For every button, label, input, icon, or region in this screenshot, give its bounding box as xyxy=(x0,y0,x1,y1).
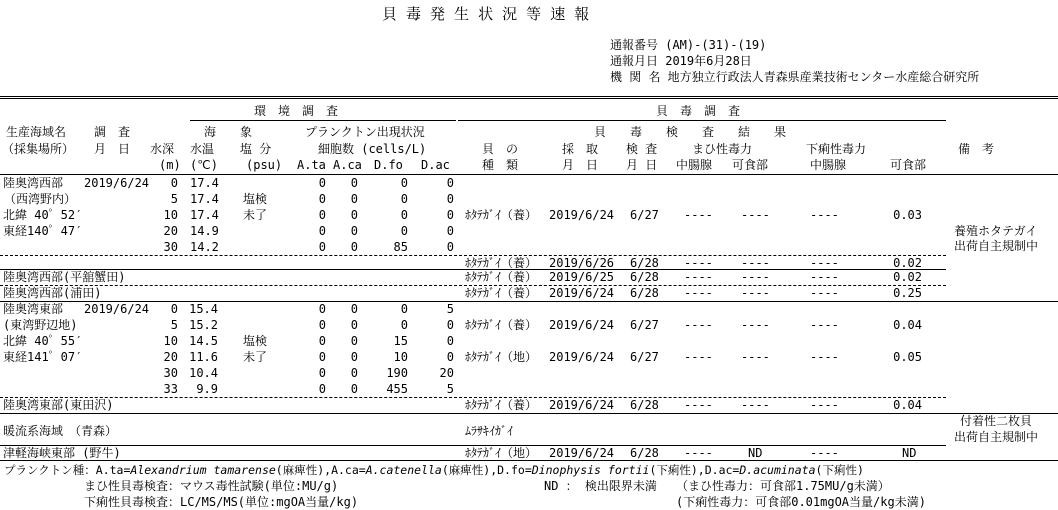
salinity-header: 塩 分 xyxy=(240,142,272,156)
dfo-cell: 455 xyxy=(386,382,408,396)
check-date: 6/27 xyxy=(630,208,659,222)
psp-mid: ---- xyxy=(684,318,713,332)
psp-edible: ---- xyxy=(741,270,770,284)
rule xyxy=(0,98,1058,99)
area-name: 陸奥湾東部 xyxy=(3,302,64,316)
dfo-cell: 10 xyxy=(393,350,408,364)
psp-edible: ND xyxy=(748,446,763,460)
dsp-edible: ND xyxy=(902,446,917,460)
toxin-header: 貝 毒 調 査 xyxy=(656,104,741,118)
area-sub: (東湾野辺地) xyxy=(3,318,78,332)
sample-date: 2019/6/24 xyxy=(549,208,615,222)
salinity-unit: (psu) xyxy=(246,158,283,172)
sample-date: 2019/6/24 xyxy=(549,446,615,460)
shell-type: ﾎﾀﾃｶﾞｲ（地） xyxy=(465,446,538,460)
aca-cell: 0 xyxy=(350,192,358,206)
psp-edible-header: 可食部 xyxy=(732,158,769,172)
dsp-mid: ---- xyxy=(810,398,839,412)
aca-cell: 0 xyxy=(350,318,358,332)
sample-date: 2019/6/24 xyxy=(549,286,615,300)
env-header: 環 境 調 査 xyxy=(254,104,339,118)
check-date: 6/28 xyxy=(630,398,659,412)
plankton-legend: プランクトン種：A.ta=Alexandrium tamarense(麻痺性),A.ca=A.catenella(麻痺性),D.fo=Dinophysis fortii(下痢性),D.ac=D.acuminata(下痢性) xyxy=(4,463,864,477)
check-date: 6/28 xyxy=(630,256,659,270)
temp-cell: 17.4 xyxy=(190,176,219,190)
temp-cell: 9.9 xyxy=(196,382,218,396)
temp-cell: 11.6 xyxy=(189,350,218,364)
sample-date-sub-header: 月 日 xyxy=(562,158,599,172)
psp-mid: ---- xyxy=(684,398,713,412)
ata-cell: 0 xyxy=(318,318,326,332)
dfo-cell: 0 xyxy=(400,224,408,238)
dac-cell: 0 xyxy=(446,192,454,206)
dac-cell: 5 xyxy=(446,382,454,396)
depth-cell: 0 xyxy=(170,176,178,190)
area-name: 暖流系海域 （青森） xyxy=(3,424,118,438)
longitude: 東経140゜47′ xyxy=(3,224,83,238)
sample-date-header: 採 取 xyxy=(562,142,599,156)
temp-cell: 17.4 xyxy=(190,208,219,222)
area-name: 陸奥湾西部(浦田) xyxy=(3,286,102,300)
shell-type: ﾎﾀﾃｶﾞｲ（養） xyxy=(465,256,538,270)
area-name: 津軽海峡東部 (野牛) xyxy=(3,446,121,460)
depth-unit: (m) xyxy=(159,158,181,172)
dfo-cell: 190 xyxy=(386,366,408,380)
dfo-cell: 0 xyxy=(400,318,408,332)
shell-type: ﾎﾀﾃｶﾞｲ（地） xyxy=(465,350,538,364)
shell-header: 貝 の xyxy=(482,142,519,156)
sample-date: 2019/6/24 xyxy=(549,398,615,412)
dsp-test-note: 下痢性貝毒検査：LC/MS/MS(単位:mgOA当量/kg) xyxy=(84,495,359,509)
area-header: 生産海域名 xyxy=(6,125,67,139)
dfo-cell: 0 xyxy=(400,192,408,206)
sample-date: 2019/6/24 xyxy=(549,350,615,364)
ata-cell: 0 xyxy=(318,240,326,254)
dsp-mid: ---- xyxy=(810,208,839,222)
dsp-edible: 0.02 xyxy=(893,256,922,270)
shell-type: ﾑﾗｻｷｲｶﾞｲ xyxy=(465,424,514,438)
salinity-note: 未了 xyxy=(243,350,268,364)
dfo-cell: 0 xyxy=(400,208,408,222)
dac-cell: 5 xyxy=(446,302,454,316)
dsp-mid: ---- xyxy=(810,256,839,270)
agency: 機 関 名 地方独立行政法人青森県産業技術センター水産総合研究所 xyxy=(610,70,980,84)
psp-mid: ---- xyxy=(684,208,713,222)
aca-cell: 0 xyxy=(350,350,358,364)
notes-header: 備 考 xyxy=(958,142,995,156)
aca-cell: 0 xyxy=(350,382,358,396)
dsp-edible-header: 可食部 xyxy=(890,158,927,172)
aca-header: A.ca xyxy=(333,158,362,172)
psp-mid: ---- xyxy=(684,350,713,364)
dsp-edible: 0.05 xyxy=(893,350,922,364)
dsp-mid-header: 中腸腺 xyxy=(810,158,847,172)
check-date: 6/28 xyxy=(630,286,659,300)
temp-cell: 14.9 xyxy=(190,224,219,238)
dsp-mid: ---- xyxy=(810,350,839,364)
psp-test-note: まひ性貝毒検査：マウス毒性試験(単位:MU/g) xyxy=(84,479,339,493)
shell-type: ﾎﾀﾃｶﾞｲ（養） xyxy=(465,270,538,284)
psp-mid: ---- xyxy=(684,446,713,460)
temp-cell: 14.2 xyxy=(190,240,219,254)
depth-header: 水深 xyxy=(150,142,175,156)
dac-header: D.ac xyxy=(421,158,450,172)
depth-cell: 20 xyxy=(163,224,178,238)
note: 出荷自主規制中 xyxy=(954,430,1039,444)
survey-date: 2019/6/24 xyxy=(84,302,150,316)
psp-mid: ---- xyxy=(684,256,713,270)
depth-cell: 10 xyxy=(163,334,178,348)
dac-cell: 20 xyxy=(439,366,454,380)
psp-mid: ---- xyxy=(684,286,713,300)
shell-type: ﾎﾀﾃｶﾞｲ（養） xyxy=(465,208,538,222)
dsp-mid: ---- xyxy=(810,446,839,460)
temp-cell: 15.4 xyxy=(189,302,218,316)
salinity-note: 塩検 xyxy=(243,192,268,206)
dsp-edible: 0.25 xyxy=(893,286,922,300)
result-header: 貝 毒 検 査 結 果 xyxy=(594,125,787,139)
temp-cell: 10.4 xyxy=(189,366,218,380)
salinity-note: 塩検 xyxy=(243,334,268,348)
shell-type: ﾎﾀﾃｶﾞｲ（養） xyxy=(465,318,538,332)
dac-cell: 0 xyxy=(446,334,454,348)
dsp-mid: ---- xyxy=(810,318,839,332)
ata-cell: 0 xyxy=(318,224,326,238)
psp-mid-header: 中腸腺 xyxy=(676,158,713,172)
aca-cell: 0 xyxy=(350,208,358,222)
psp-edible: ---- xyxy=(741,256,770,270)
note: 出荷自主規制中 xyxy=(954,239,1039,253)
ata-cell: 0 xyxy=(318,192,326,206)
cells-header: 細胞数 (cells/L) xyxy=(318,142,427,156)
page-title: 貝 毒 発 生 状 況 等 速 報 xyxy=(382,5,590,23)
dfo-cell: 15 xyxy=(393,334,408,348)
rule xyxy=(0,174,1058,175)
dfo-header: D.fo xyxy=(374,158,403,172)
ata-header: A.ta xyxy=(297,158,326,172)
dfo-cell: 0 xyxy=(400,176,408,190)
depth-cell: 33 xyxy=(163,382,178,396)
dsp-edible: 0.04 xyxy=(893,318,922,332)
aca-cell: 0 xyxy=(350,334,358,348)
sample-date: 2019/6/25 xyxy=(549,270,615,284)
ata-cell: 0 xyxy=(318,334,326,348)
latitude: 北緯 40゜52′ xyxy=(3,208,83,222)
dsp-edible: 0.03 xyxy=(893,208,922,222)
salinity-note: 未了 xyxy=(243,208,268,222)
temp-unit: (℃) xyxy=(190,158,218,172)
dsp-edible: 0.04 xyxy=(893,398,922,412)
dac-cell: 0 xyxy=(446,350,454,364)
aca-cell: 0 xyxy=(350,240,358,254)
dac-cell: 0 xyxy=(446,176,454,190)
note: 養殖ホタテガイ xyxy=(954,224,1038,238)
aca-cell: 0 xyxy=(350,302,358,316)
dfo-cell: 0 xyxy=(400,302,408,316)
dsp-limit-note: (下痢性毒力：可食部0.01mgOA当量/kg未満) xyxy=(676,495,926,509)
psp-edible: ---- xyxy=(741,208,770,222)
dac-cell: 0 xyxy=(446,224,454,238)
dsp-mid: ---- xyxy=(810,270,839,284)
rule xyxy=(458,120,946,121)
check-date-sub-header: 月 日 xyxy=(626,158,658,172)
area-name: 陸奥湾東部(東田沢) xyxy=(3,398,114,412)
psp-mid: ---- xyxy=(684,270,713,284)
psp-edible: ---- xyxy=(741,350,770,364)
ata-cell: 0 xyxy=(318,350,326,364)
check-date: 6/27 xyxy=(630,350,659,364)
report-number: 通報番号 (AM)-(31)-(19) xyxy=(610,38,767,52)
temp-cell: 15.2 xyxy=(189,318,218,332)
depth-cell: 30 xyxy=(163,366,178,380)
dsp-header: 下痢性毒力 xyxy=(806,142,867,156)
survey-sub-header: 月 日 xyxy=(94,142,131,156)
depth-cell: 5 xyxy=(170,192,178,206)
dsp-mid: ---- xyxy=(810,286,839,300)
depth-cell: 0 xyxy=(170,302,178,316)
shell-type: ﾎﾀﾃｶﾞｲ（養） xyxy=(465,398,538,412)
dac-cell: 0 xyxy=(446,208,454,222)
check-date: 6/28 xyxy=(630,270,659,284)
note: 付着性二枚貝 xyxy=(960,414,1033,428)
psp-header: まひ性毒力 xyxy=(692,142,753,156)
ata-cell: 0 xyxy=(318,382,326,396)
depth-cell: 20 xyxy=(163,350,178,364)
aca-cell: 0 xyxy=(350,224,358,238)
check-date-header: 検 査 xyxy=(626,142,658,156)
ata-cell: 0 xyxy=(318,208,326,222)
area-sub: （西湾野内） xyxy=(4,192,77,206)
depth-cell: 10 xyxy=(163,208,178,222)
rule xyxy=(0,96,1058,97)
psp-edible: ---- xyxy=(741,286,770,300)
temp-cell: 17.4 xyxy=(190,192,219,206)
psp-edible: ---- xyxy=(741,398,770,412)
longitude: 東経141゜07′ xyxy=(3,350,83,364)
shell-sub-header: 種 類 xyxy=(482,158,519,172)
area-name: 陸奥湾西部 xyxy=(3,176,64,190)
depth-cell: 30 xyxy=(163,240,178,254)
aca-cell: 0 xyxy=(350,366,358,380)
check-date: 6/27 xyxy=(630,318,659,332)
ata-cell: 0 xyxy=(318,302,326,316)
dac-cell: 0 xyxy=(446,318,454,332)
row-divider xyxy=(0,413,1058,414)
survey-header: 調 査 xyxy=(94,125,131,139)
dac-cell: 0 xyxy=(446,240,454,254)
report-date: 通報月日 2019年6月28日 xyxy=(610,54,752,68)
temp-cell: 14.5 xyxy=(189,334,218,348)
nd-note: ND ： 検出限界未満 xyxy=(544,479,657,493)
sea-header: 海 象 xyxy=(204,125,253,139)
dsp-edible: 0.02 xyxy=(893,270,922,284)
plankton-header: プランクトン出現状況 xyxy=(305,125,425,139)
sample-date: 2019/6/24 xyxy=(549,318,615,332)
temp-header: 水温 xyxy=(190,142,215,156)
ata-cell: 0 xyxy=(318,366,326,380)
sample-date: 2019/6/26 xyxy=(549,256,615,270)
psp-limit-note: （まひ性毒力：可食部1.75MU/g未満） xyxy=(676,479,890,493)
area-sub-header: （採集場所） xyxy=(2,142,75,156)
latitude: 北緯 40゜55′ xyxy=(3,334,83,348)
shell-type: ﾎﾀﾃｶﾞｲ（養） xyxy=(465,286,538,300)
area-name: 陸奥湾西部(平舘蟹田) xyxy=(3,270,126,284)
check-date: 6/28 xyxy=(630,446,659,460)
table-bottom-rule xyxy=(0,460,1058,461)
depth-cell: 5 xyxy=(170,318,178,332)
dfo-cell: 85 xyxy=(393,240,408,254)
psp-edible: ---- xyxy=(741,318,770,332)
rule xyxy=(190,120,456,121)
survey-date: 2019/6/24 xyxy=(84,176,150,190)
aca-cell: 0 xyxy=(350,176,358,190)
ata-cell: 0 xyxy=(318,176,326,190)
